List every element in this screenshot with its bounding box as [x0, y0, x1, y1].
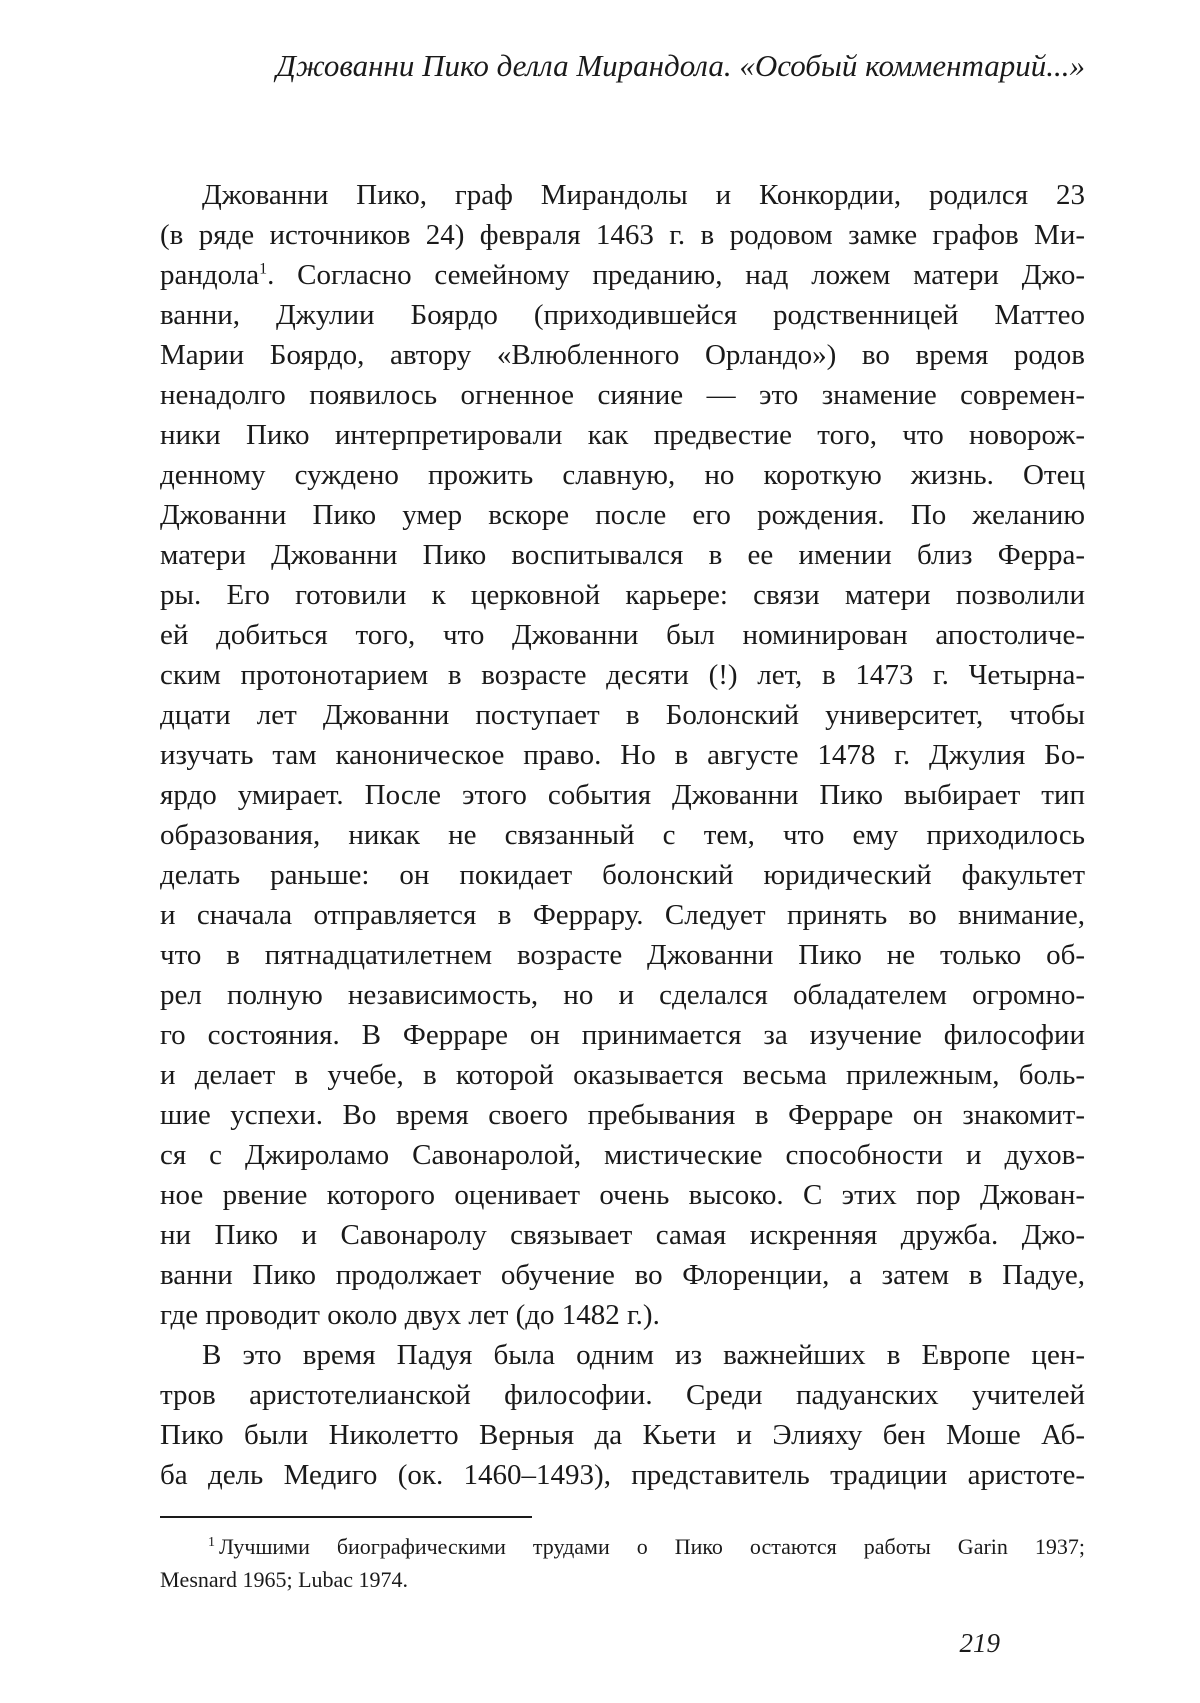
- text-line: (в ряде источников 24) февраля 1463 г. в родовом замке графов Ми-: [160, 219, 1085, 251]
- text-line: матери Джованни Пико воспитывался в ее имении близ Ферра-: [160, 539, 1085, 571]
- text-line-with-footnote-ref: [160, 255, 1085, 295]
- text-line: делать раньше: он покидает болонский юридический факультет: [160, 859, 1085, 891]
- text-line: В это время Падуя была одним из важнейших в Европе цен-: [202, 1339, 1085, 1371]
- text-line: ским протонотарием в возрасте десяти (!) лет, в 1473 г. Четырна-: [160, 659, 1085, 691]
- text-line: что в пятнадцатилетнем возрасте Джованни Пико не только об-: [160, 939, 1085, 971]
- text-line: ни Пико и Савонаролу связывает самая искренняя дружба. Джо-: [160, 1219, 1085, 1251]
- page-number: 219: [959, 1628, 1000, 1658]
- footnote-divider: [160, 1516, 532, 1518]
- footnote-line: [160, 1530, 1085, 1563]
- running-head: Джованни Пико делла Мирандола. «Особый комментарий...»: [276, 48, 1085, 83]
- text-line: ярдо умирает. После этого события Джованни Пико выбирает тип: [160, 779, 1085, 811]
- text-line: изучать там каноническое право. Но в августе 1478 г. Джулия Бо-: [160, 739, 1085, 771]
- text-line: и делает в учебе, в которой оказывается весьма прилежным, боль-: [160, 1059, 1085, 1091]
- text-fragment: . Согласно семейному преданию, над ложем матери Джо-: [267, 259, 1085, 291]
- text-line: дцати лет Джованни поступает в Болонский университет, чтобы: [160, 699, 1085, 731]
- text-line: образования, никак не связанный с тем, что ему приходилось: [160, 819, 1085, 851]
- main-text: [160, 175, 1085, 1495]
- text-line: ное рвение которого оценивает очень высоко. С этих пор Джован-: [160, 1179, 1085, 1211]
- footnote-marker: 1: [208, 1534, 215, 1550]
- text-line: Пико были Николетто Верныя да Кьети и Элияху бен Моше Аб-: [160, 1419, 1085, 1451]
- text-line: ники Пико интерпретировали как предвестие того, что новорож-: [160, 419, 1085, 451]
- text-line: денному суждено прожить славную, но короткую жизнь. Отец: [160, 459, 1085, 491]
- text-line: и сначала отправляется в Феррару. Следует принять во внимание,: [160, 899, 1085, 931]
- footnote-text: Лучшими биографическими трудами о Пико остаются работы Garin 1937;: [219, 1534, 1085, 1559]
- text-line: ванни, Джулии Боярдо (приходившейся родственницей Маттео: [160, 299, 1085, 331]
- text-line: Джованни Пико умер вскоре после его рождения. По желанию: [160, 499, 1085, 531]
- text-fragment: рандола: [160, 259, 260, 291]
- footnote-line: Mesnard 1965; Lubac 1974.: [160, 1567, 409, 1592]
- text-line: шие успехи. Во время своего пребывания в Ферраре он знакомит-: [160, 1099, 1085, 1131]
- text-line: Джованни Пико, граф Мирандолы и Конкордии, родился 23: [202, 179, 1085, 211]
- text-line: ся с Джироламо Савонаролой, мистические способности и духов-: [160, 1139, 1085, 1171]
- text-line: Марии Боярдо, автору «Влюбленного Орландо») во время родов: [160, 339, 1085, 371]
- footnote-ref[interactable]: 1: [259, 260, 268, 278]
- text-line: ей добиться того, что Джованни был номинирован апостоличе-: [160, 619, 1085, 651]
- text-line: ры. Его готовили к церковной карьере: связи матери позволили: [160, 579, 1085, 611]
- text-line: тров аристотелианской философии. Среди падуанских учителей: [160, 1379, 1085, 1411]
- text-line: го состояния. В Ферраре он принимается за изучение философии: [160, 1019, 1085, 1051]
- footnotes: [160, 1530, 1085, 1596]
- text-line: ненадолго появилось огненное сияние — это знамение современ-: [160, 379, 1085, 411]
- text-line: ванни Пико продолжает обучение во Флоренции, а затем в Падуе,: [160, 1259, 1085, 1291]
- text-line: ба дель Медиго (ок. 1460–1493), представитель традиции аристоте-: [160, 1459, 1085, 1491]
- text-line: где проводит около двух лет (до 1482 г.).: [160, 1299, 660, 1331]
- text-line: рел полную независимость, но и сделался обладателем огромно-: [160, 979, 1085, 1011]
